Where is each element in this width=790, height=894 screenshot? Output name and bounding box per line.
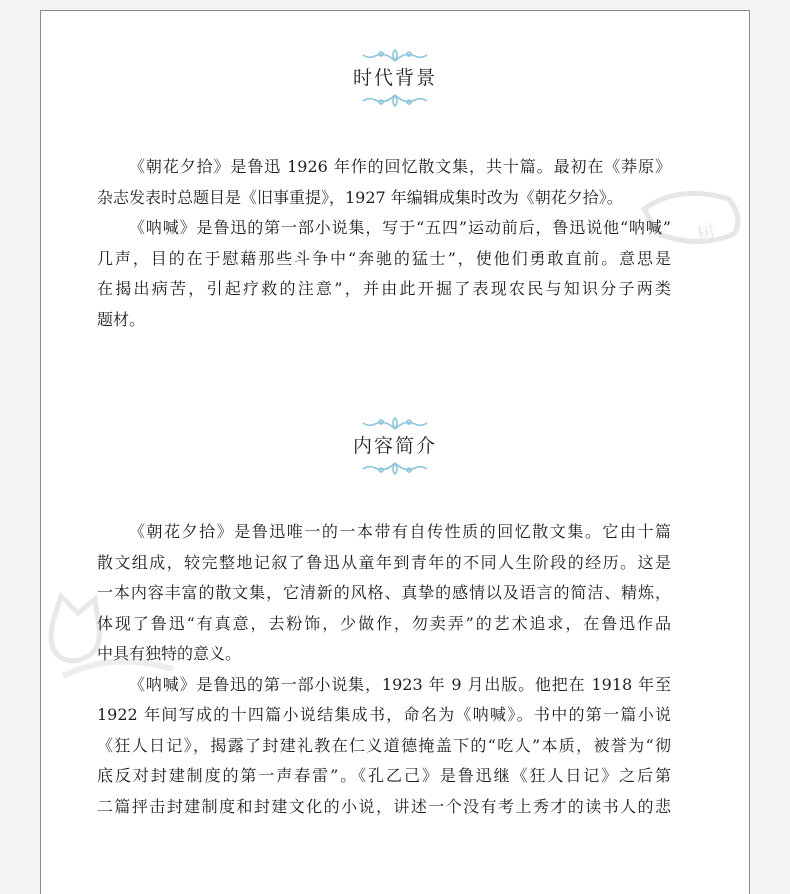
text-line: 几声，目的在于慰藉那些斗争中“奔驰的猛士”，使他们勇敢直前。意思是 <box>97 248 671 268</box>
section-title: 时代背景 <box>352 67 437 89</box>
section-heading-background <box>41 49 749 107</box>
text-line: 《呐喊》是鲁迅的第一部小说集，1923 年 9 月出版。他把在 1918 年至 <box>129 674 671 694</box>
text-line: 二篇抨击封建制度和封建文化的小说，讲述一个没有考上秀才的读书人的悲 <box>97 796 671 816</box>
paragraph <box>97 517 671 670</box>
paragraph <box>97 152 671 213</box>
section-body-background <box>97 152 671 335</box>
text-line: 在揭出病苦，引起疗救的注意”，并由此开掘了表现农民与知识分子两类 <box>97 279 671 298</box>
ornament-bottom-icon <box>355 461 435 475</box>
document-page <box>40 10 750 894</box>
text-line: 一本内容丰富的散文集，它清新的风格、真挚的感情以及语言的简洁、精炼， <box>97 583 671 602</box>
paragraph <box>97 670 671 823</box>
text-line: 《朝花夕拾》是鲁迅唯一的一本带有自传性质的回忆散文集。它由十篇 <box>129 522 671 541</box>
text-line: 1922 年间写成的十四篇小说结集成书，命名为《呐喊》。书中的第一篇小说 <box>97 705 671 724</box>
text-line: 散文组成，较完整地记叙了鲁迅从童年到青年的不同人生阶段的经历。这是 <box>97 552 671 572</box>
text-line: 中具有独特的意义。 <box>97 644 242 663</box>
text-line: 《呐喊》是鲁迅的第一部小说集，写于“五四”运动前后，鲁迅说他“呐喊” <box>129 218 671 237</box>
text-line: 底反对封建制度的第一声春雷”。《孔乙己》是鲁迅继《狂人日记》之后第 <box>97 766 671 785</box>
section-body-summary <box>97 517 671 822</box>
section-title: 内容简介 <box>352 435 437 457</box>
ornament-top-icon <box>355 417 435 431</box>
text-line: 《狂人日记》，揭露了封建礼教在仁义道德掩盖下的“吃人”本质，被誉为“彻 <box>97 735 671 755</box>
text-line: 《朝花夕拾》是鲁迅 1926 年作的回忆散文集，共十篇。最初在《莽原》 <box>129 157 671 176</box>
ornament-bottom-icon <box>355 93 435 107</box>
ornament-top-icon <box>355 49 435 63</box>
svg-text:树: 树 <box>694 220 718 246</box>
section-heading-summary <box>41 417 749 475</box>
text-line: 杂志发表时总题目是《旧事重提》，1927 年编辑成集时改为《朝花夕拾》。 <box>97 187 623 207</box>
paragraph <box>97 213 671 335</box>
text-line: 题材。 <box>97 309 146 329</box>
text-line: 体现了鲁迅“有真意，去粉饰，少做作，勿卖弄”的艺术追求，在鲁迅作品 <box>97 613 671 633</box>
